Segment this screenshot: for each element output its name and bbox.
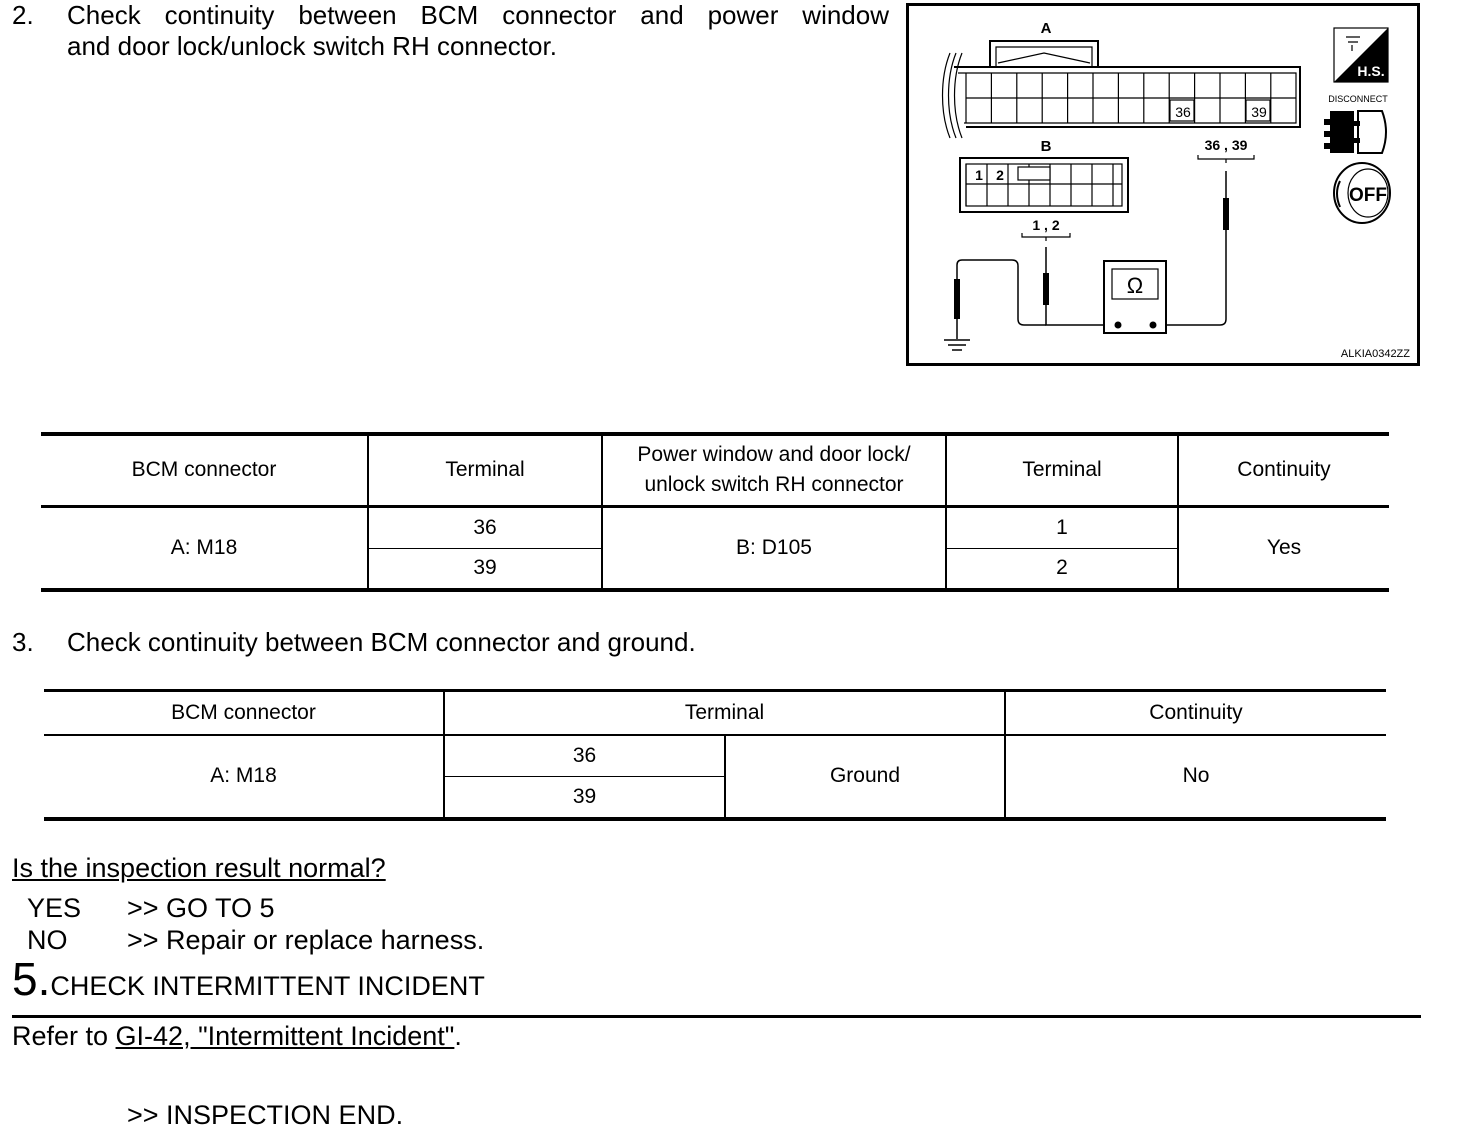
- disconnect-label: DISCONNECT: [1328, 94, 1388, 104]
- step-5-heading: [12, 953, 485, 1005]
- step-5-title: CHECK INTERMITTENT INCIDENT: [50, 971, 485, 1001]
- step-2-number: 2.: [12, 0, 34, 30]
- t1-terminal-36: 36: [368, 506, 602, 548]
- t1-continuity: Yes: [1178, 506, 1389, 590]
- refer-line: [12, 1021, 462, 1052]
- pin-36-label: 36: [1175, 104, 1191, 120]
- step-5-number: 5.: [12, 953, 51, 1005]
- t2-continuity: No: [1005, 735, 1386, 819]
- inspection-end: >> INSPECTION END.: [127, 1100, 404, 1130]
- wiring-diagram: [906, 3, 1420, 367]
- probe-36-39-label: 36 , 39: [1204, 137, 1248, 153]
- continuity-table-2: [44, 689, 1386, 821]
- t2-bcm-connector: A: M18: [210, 764, 277, 787]
- t1-header-switch-line-2: unlock switch RH connector: [644, 473, 904, 497]
- answer-no-label: NO: [27, 925, 68, 955]
- ignition-off-icon: [1334, 163, 1390, 223]
- t2-terminal-36: 36: [444, 735, 725, 777]
- refer-prefix: Refer to: [12, 1021, 116, 1051]
- step-3-text: Check continuity between BCM connector and ground.: [67, 627, 696, 657]
- pin-39-label: 39: [1251, 104, 1267, 120]
- t1-header-continuity: Continuity: [1178, 434, 1389, 506]
- refer-suffix: .: [454, 1021, 462, 1051]
- t2-terminal-39: 39: [444, 777, 725, 819]
- t1-terminal-39: 39: [368, 548, 602, 590]
- t2-header-bcm: BCM connector: [171, 700, 316, 724]
- step-5-rule: [12, 1015, 1421, 1018]
- hs-label: H.S.: [1357, 63, 1385, 79]
- t2-header-terminal: Terminal: [444, 691, 1005, 735]
- t1-header-terminal-a: Terminal: [368, 434, 602, 506]
- pin-2-label: 2: [996, 167, 1004, 183]
- t1-header-bcm: BCM connector: [131, 458, 277, 482]
- step-3-number: 3.: [12, 627, 34, 657]
- continuity-table-1: [41, 432, 1389, 592]
- label-a: A: [1040, 20, 1052, 37]
- figure-code: ALKIA0342ZZ: [1340, 348, 1410, 360]
- t1-bcm-connector: A: M18: [170, 535, 238, 559]
- t1-header-switch-connector: [602, 434, 946, 506]
- probe-1-2-label: 1 , 2: [1032, 217, 1060, 233]
- ohmmeter-icon: [1104, 261, 1166, 333]
- ohm-symbol: Ω: [1126, 273, 1144, 298]
- t1-terminal-1: 1: [946, 506, 1178, 548]
- off-label: OFF: [1349, 185, 1387, 206]
- t1-switch-connector: B: D105: [602, 506, 946, 590]
- label-b: B: [1040, 138, 1052, 155]
- t2-ground: Ground: [725, 735, 1005, 819]
- step-2-line-1: Check continuity between BCM connector and power window: [67, 0, 889, 30]
- t2-header-continuity: Continuity: [1005, 691, 1386, 735]
- intermittent-incident-link[interactable]: GI-42, "Intermittent Incident": [115, 1021, 455, 1051]
- answer-yes-label: YES: [27, 893, 82, 923]
- pin-1-label: 1: [975, 167, 983, 183]
- t1-header-terminal-b: Terminal: [946, 434, 1178, 506]
- t1-terminal-2: 2: [946, 548, 1178, 590]
- t1-header-switch-line-1: Power window and door lock/: [637, 443, 911, 467]
- step-2-text: [67, 0, 889, 62]
- inspection-question: Is the inspection result normal?: [12, 853, 386, 883]
- step-2-line-2: and door lock/unlock switch RH connector.: [67, 31, 557, 61]
- answer-no-text: >> Repair or replace harness.: [127, 925, 485, 955]
- hs-badge-icon: [1334, 28, 1388, 82]
- answer-yes-text: >> GO TO 5: [127, 893, 275, 923]
